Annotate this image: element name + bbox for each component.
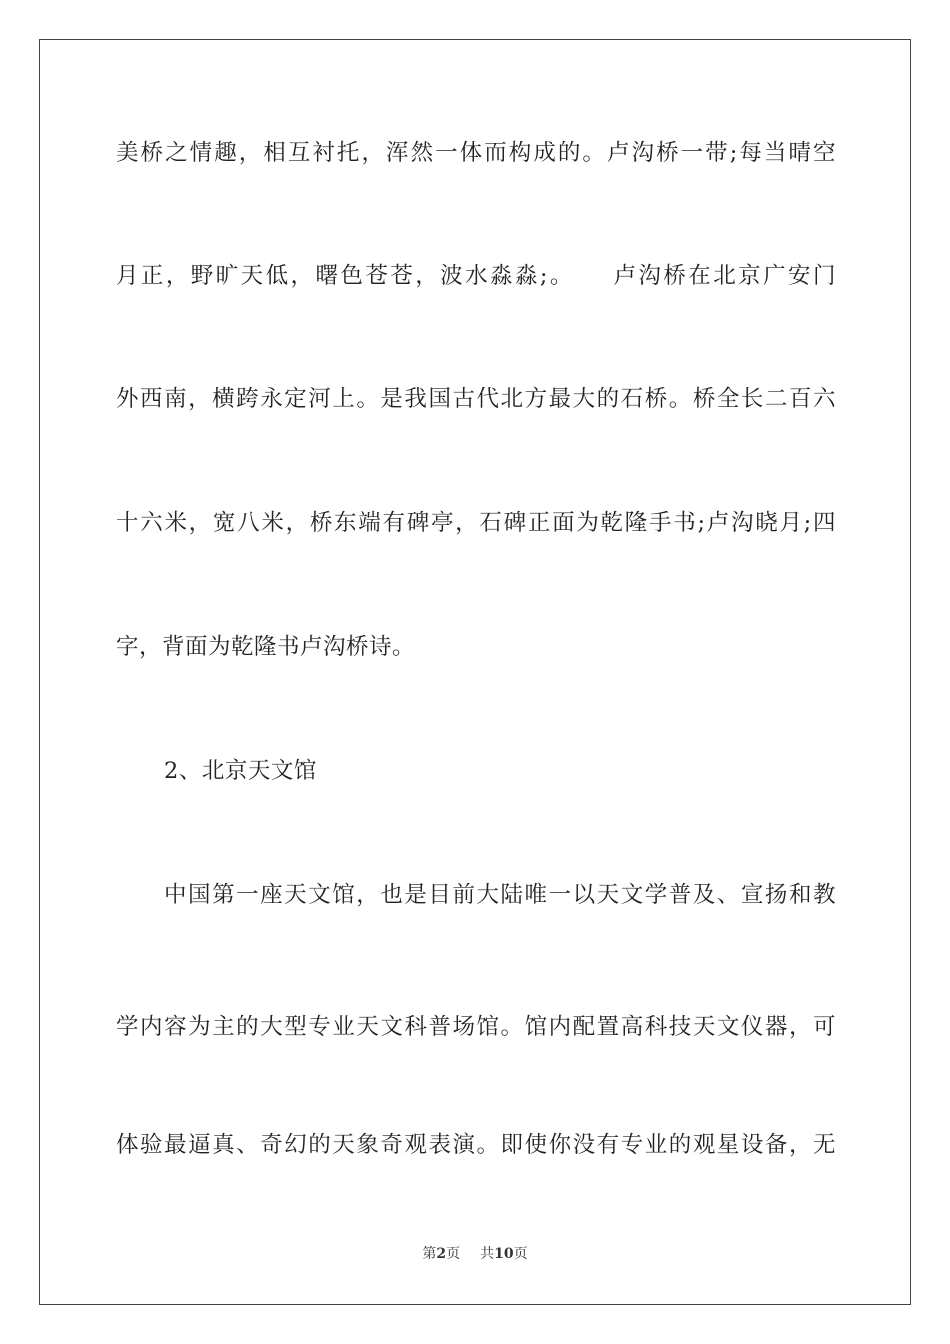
total-prefix: 共 (480, 1246, 495, 1262)
text-line: 体验最逼真、奇幻的天象奇观表演。即使你没有专业的观星设备，无 (116, 1132, 836, 1158)
page-border (39, 39, 911, 1305)
section-heading: 2、北京天文馆 (164, 758, 317, 784)
text-line: 字，背面为乾隆书卢沟桥诗。 (116, 634, 416, 660)
page-footer (0, 1244, 950, 1264)
total-suffix: 页 (513, 1246, 528, 1262)
page-total: 10 (494, 1246, 514, 1262)
page-current: 2 (436, 1246, 447, 1262)
page-suffix: 页 (446, 1246, 461, 1262)
text-line: 中国第一座天文馆，也是目前大陆唯一以天文学普及、宣扬和教 (164, 882, 836, 908)
text-line: 十六米，宽八米，桥东端有碑亭，石碑正面为乾隆手书;卢沟晓月;四 (116, 510, 836, 536)
text-line: 学内容为主的大型专业天文科普场馆。馆内配置高科技天文仪器，可 (116, 1014, 836, 1040)
page-prefix: 第 (422, 1246, 437, 1262)
text-line: 月正，野旷天低，曙色苍苍，波水淼淼;。 卢沟桥在北京广安门 (116, 263, 836, 289)
text-line: 美桥之情趣，相互衬托，浑然一体而构成的。卢沟桥一带;每当晴空 (116, 140, 836, 166)
text-line: 外西南，横跨永定河上。是我国古代北方最大的石桥。桥全长二百六 (116, 386, 836, 412)
